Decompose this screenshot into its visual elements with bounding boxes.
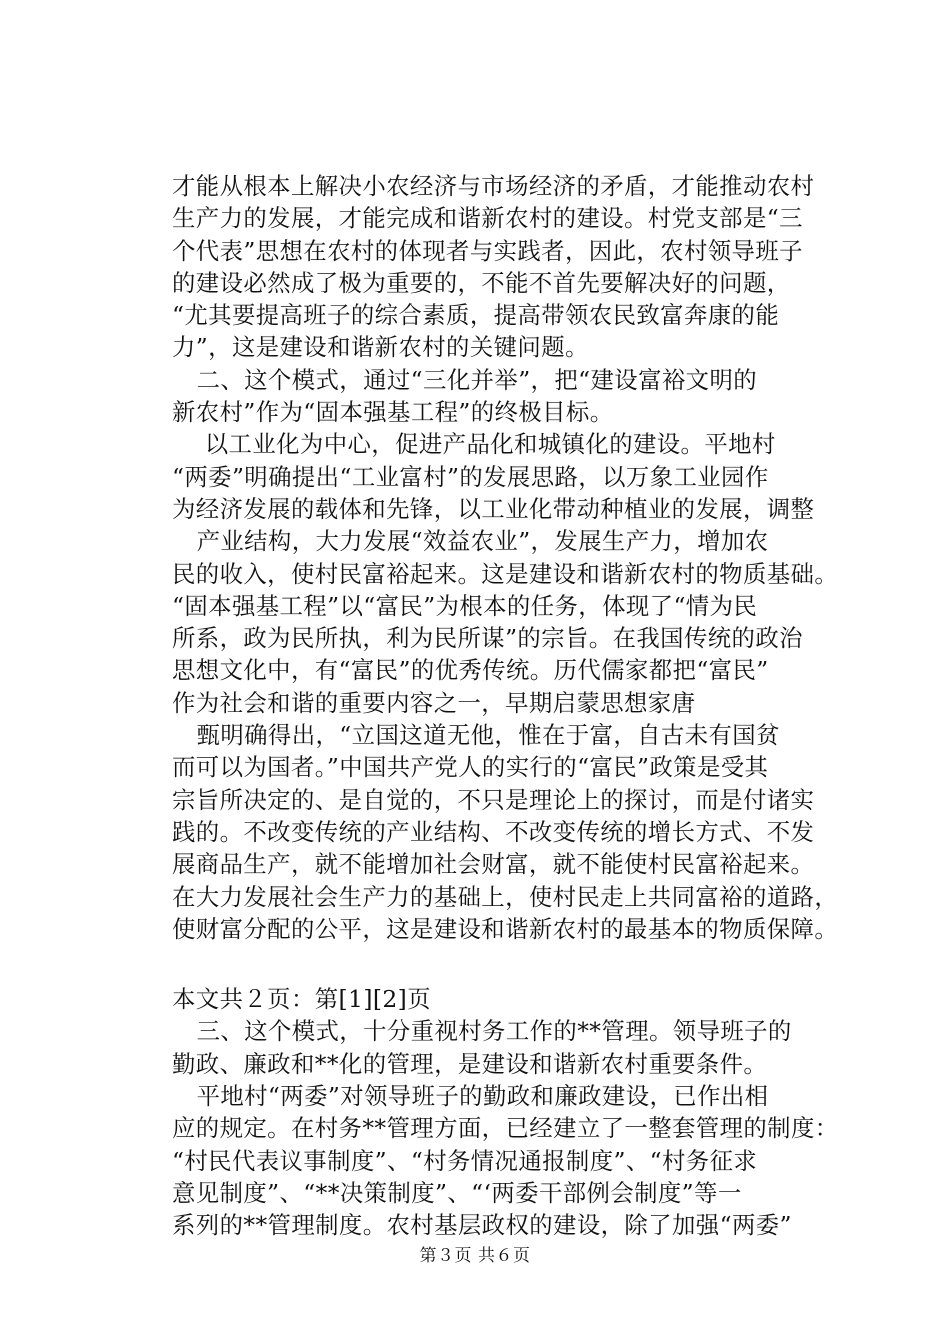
text-line: 民的收入，使村民富裕起来。这是建设和谐新农村的物质基础。 bbox=[172, 559, 839, 588]
section-heading-3: 三、这个模式，十分重视村务工作的**管理。领导班子的 bbox=[196, 1017, 792, 1046]
text-line: 宗旨所决定的、是自觉的，不只是理论上的探讨，而是付诸实 bbox=[172, 785, 815, 814]
text-line: “固本强基工程”以“富民”为根本的任务，体现了“情为民 bbox=[172, 591, 758, 620]
paragraph-start: 平地村“两委”对领导班子的勤政和廉政建设，已作出相 bbox=[196, 1082, 769, 1111]
pagination-note: 本文共２页：第[1][2]页 bbox=[172, 985, 431, 1014]
text-line: 作为社会和谐的重要内容之一，早期启蒙思想家唐 bbox=[172, 688, 696, 717]
text-line: 的建设必然成了极为重要的，不能不首先要解决好的问题， bbox=[172, 268, 791, 297]
text-line: 系列的**管理制度。农村基层政权的建设，除了加强“两委” bbox=[172, 1211, 792, 1240]
text-line: 勤政、廉政和**化的管理，是建设和谐新农村重要条件。 bbox=[172, 1049, 768, 1078]
text-line: 意见制度”、“**决策制度”、“‘两委干部例会制度”等一 bbox=[172, 1178, 742, 1207]
text-line: 践的。不改变传统的产业结构、不改变传统的增长方式、不发 bbox=[172, 817, 815, 846]
text-line: “村民代表议事制度”、“村务情况通报制度”、“村务征求 bbox=[172, 1146, 758, 1175]
document-body bbox=[172, 170, 862, 1242]
text-line: “两委”明确提出“工业富村”的发展思路，以万象工业园作 bbox=[172, 462, 769, 491]
section-heading-2: 二、这个模式，通过“三化并举”，把“建设富裕文明的 bbox=[196, 365, 758, 394]
text-line: 才能从根本上解决小农经济与市场经济的矛盾，才能推动农村 bbox=[172, 172, 815, 200]
text-line: 展商品生产，就不能增加社会财富，就不能使村民富裕起来。 bbox=[172, 850, 815, 879]
paragraph-gap bbox=[172, 945, 862, 983]
paragraph-start: 甄明确得出，“立国这道无他，惟在于富，自古未有国贫 bbox=[196, 721, 780, 750]
text-line: 而可以为国者。”中国共产党人的实行的“富民”政策是受其 bbox=[172, 753, 769, 782]
text-line: “尤其要提高班子的综合素质，提高带领农民致富奔康的能 bbox=[172, 301, 780, 330]
text-line: 使财富分配的公平，这是建设和谐新农村的最基本的物质保障。 bbox=[172, 914, 839, 943]
text-line: 个代表”思想在农村的体现者与实践者，因此，农村领导班子 bbox=[172, 236, 803, 265]
text-line: 思想文化中，有“富民”的优秀传统。历代儒家都把“富民” bbox=[172, 656, 769, 685]
text-line: 所系，政为民所执，利为民所谋”的宗旨。在我国传统的政治 bbox=[172, 624, 803, 653]
text-line: 新农村”作为“固本强基工程”的终极目标。 bbox=[172, 398, 614, 427]
paragraph-start: 产业结构，大力发展“效益农业”，发展生产力，增加农 bbox=[196, 527, 769, 556]
text-line: 力”，这是建设和谐新农村的关键问题。 bbox=[172, 333, 589, 362]
text-line: 在大力发展社会生产力的基础上，使村民走上共同富裕的道路， bbox=[172, 882, 839, 911]
text-line: 为经济发展的载体和先锋，以工业化带动种植业的发展，调整 bbox=[172, 494, 815, 523]
text-line: 应的规定。在村务**管理方面，已经建立了一整套管理的制度： bbox=[172, 1114, 839, 1143]
paragraph-start: 以工业化为中心，促进产品化和城镇化的建设。平地村 bbox=[204, 430, 776, 459]
text-line: 生产力的发展，才能完成和谐新农村的建设。村党支部是“三 bbox=[172, 204, 803, 233]
page-footer: 第３页 共６页 bbox=[419, 1246, 531, 1266]
